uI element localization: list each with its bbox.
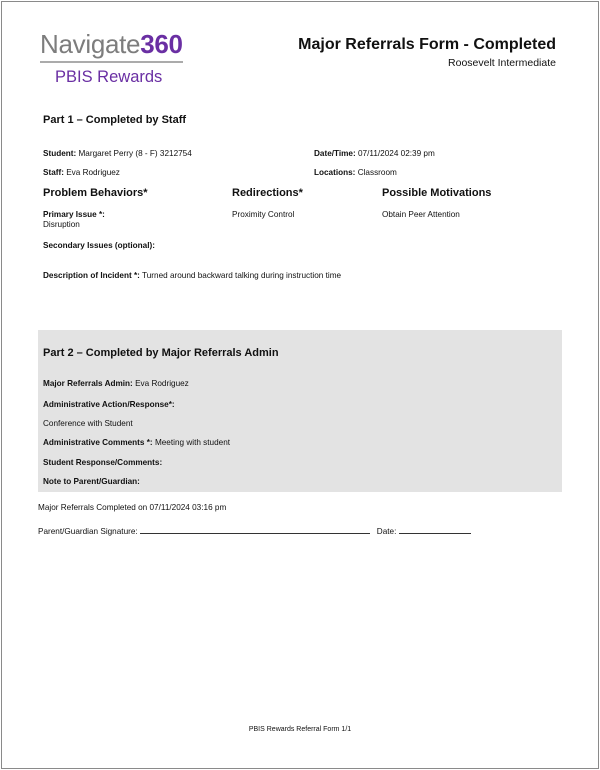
datetime-field — [314, 149, 435, 159]
logo-product-text: PBIS Rewards — [55, 68, 163, 86]
page-footer: PBIS Rewards Referral Form 1/1 — [248, 726, 352, 733]
form-title: Major Referrals Form - Completed — [298, 36, 556, 53]
date-label: Date: — [376, 527, 397, 536]
school-name: Roosevelt Intermediate — [448, 57, 556, 69]
locations-label: Locations: — [314, 168, 356, 177]
signature-line — [140, 525, 370, 534]
staff-label: Staff: — [43, 168, 64, 177]
logo-number-text: 360 — [140, 29, 183, 59]
student-response-label: Student Response/Comments: — [43, 458, 163, 467]
student-value: Margaret Perry (8 - F) 3212754 — [78, 149, 192, 158]
date-line — [399, 525, 471, 534]
redirections-heading: Redirections* — [232, 187, 303, 199]
logo-brand-text: Navigate — [40, 29, 141, 59]
student-label: Student: — [43, 149, 77, 158]
redirection-value: Proximity Control — [232, 210, 295, 219]
secondary-issues-label: Secondary Issues (optional): — [43, 241, 155, 250]
signature-row — [38, 525, 471, 537]
admin-value: Eva Rodriguez — [135, 379, 189, 388]
locations-value: Classroom — [357, 168, 397, 177]
staff-field — [43, 168, 120, 178]
description-label: Description of Incident *: — [43, 271, 140, 280]
admin-comments-value: Meeting with student — [154, 438, 231, 447]
admin-comments-field — [43, 438, 230, 448]
signature-label: Parent/Guardian Signature: — [38, 527, 138, 536]
datetime-label: Date/Time: — [314, 149, 356, 158]
primary-issue-value: Disruption — [43, 220, 80, 229]
logo-divider — [40, 61, 183, 63]
navigate360-logo — [40, 30, 190, 88]
description-value: Turned around backward talking during instruction time — [142, 271, 342, 280]
admin-comments-label: Administrative Comments *: — [43, 438, 153, 447]
datetime-value: 07/11/2024 02:39 pm — [358, 149, 435, 158]
admin-action-value: Conference with Student — [43, 419, 133, 428]
possible-motivations-heading: Possible Motivations — [382, 187, 492, 199]
part1-heading: Part 1 – Completed by Staff — [43, 114, 187, 126]
admin-action-label: Administrative Action/Response*: — [43, 400, 175, 409]
note-to-parent-label: Note to Parent/Guardian: — [43, 477, 140, 486]
problem-behaviors-heading: Problem Behaviors* — [43, 187, 148, 199]
admin-field — [43, 379, 189, 389]
student-field — [43, 149, 192, 159]
logo-wordmark — [40, 30, 190, 58]
locations-field — [314, 168, 397, 178]
description-field — [43, 271, 341, 281]
completion-text: Major Referrals Completed on 07/11/2024 03:16 pm — [38, 503, 227, 512]
staff-value: Eva Rodriguez — [66, 168, 120, 177]
admin-label: Major Referrals Admin: — [43, 379, 133, 388]
motivation-value: Obtain Peer Attention — [382, 210, 460, 219]
primary-issue-label: Primary Issue *: — [43, 210, 105, 219]
part2-heading: Part 2 – Completed by Major Referrals Admin — [43, 347, 279, 359]
